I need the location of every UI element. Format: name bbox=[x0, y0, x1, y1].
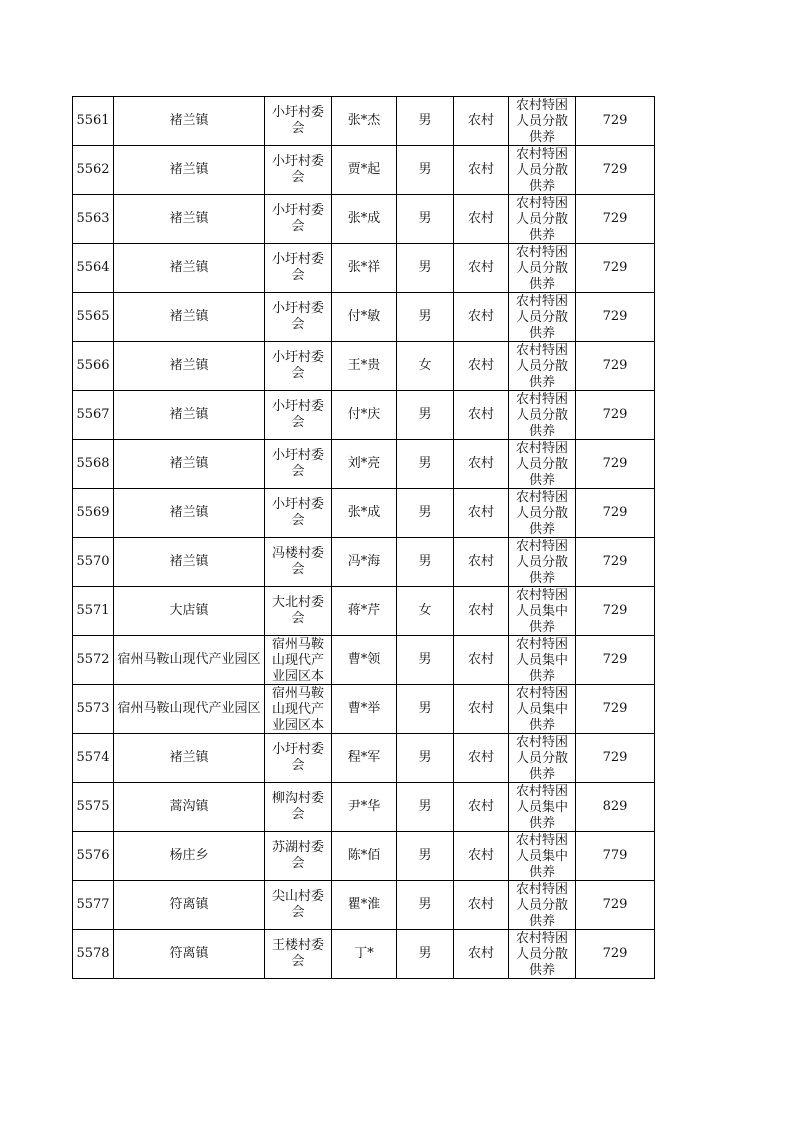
table-row bbox=[73, 930, 655, 979]
cell-amount: 729 bbox=[576, 440, 655, 489]
cell-support-category bbox=[509, 244, 576, 293]
cell-town bbox=[114, 146, 265, 195]
cell-village-committee-text: 苏湖村委会 bbox=[271, 840, 324, 871]
cell-amount: 729 bbox=[576, 342, 655, 391]
table-row bbox=[73, 685, 655, 734]
cell-town bbox=[114, 930, 265, 979]
cell-area-type: 农村 bbox=[454, 538, 509, 587]
cell-person-name: 王*贵 bbox=[332, 342, 397, 391]
cell-person-name: 尹*华 bbox=[332, 783, 397, 832]
cell-town bbox=[114, 783, 265, 832]
cell-support-category bbox=[509, 195, 576, 244]
cell-town-text: 褚兰镇 bbox=[169, 554, 209, 569]
cell-support-category-text: 农村特困人员集中供养 bbox=[515, 587, 568, 635]
cell-amount: 729 bbox=[576, 391, 655, 440]
cell-serial-number: 5577 bbox=[73, 881, 114, 930]
cell-support-category-text: 农村特困人员分散供养 bbox=[515, 293, 568, 341]
cell-area-type: 农村 bbox=[454, 293, 509, 342]
cell-person-name: 贾*起 bbox=[332, 146, 397, 195]
cell-support-category bbox=[509, 685, 576, 734]
cell-village-committee-text: 小圩村委会 bbox=[271, 497, 324, 528]
cell-serial-number: 5567 bbox=[73, 391, 114, 440]
cell-village-committee-text: 小圩村委会 bbox=[271, 742, 324, 773]
cell-person-name: 张*祥 bbox=[332, 244, 397, 293]
cell-person-name: 曹*举 bbox=[332, 685, 397, 734]
cell-town bbox=[114, 195, 265, 244]
table-row bbox=[73, 587, 655, 636]
cell-area-type: 农村 bbox=[454, 146, 509, 195]
cell-support-category-text: 农村特困人员分散供养 bbox=[515, 97, 568, 145]
cell-support-category-text: 农村特困人员分散供养 bbox=[515, 489, 568, 537]
cell-amount: 729 bbox=[576, 489, 655, 538]
cell-village-committee bbox=[265, 342, 332, 391]
cell-village-committee-text: 冯楼村委会 bbox=[271, 546, 324, 577]
cell-amount: 729 bbox=[576, 538, 655, 587]
cell-person-name: 丁* bbox=[332, 930, 397, 979]
cell-support-category bbox=[509, 391, 576, 440]
cell-person-name: 张*成 bbox=[332, 195, 397, 244]
cell-gender: 男 bbox=[397, 685, 454, 734]
cell-village-committee-text: 小圩村委会 bbox=[271, 105, 324, 136]
cell-area-type: 农村 bbox=[454, 244, 509, 293]
table-row bbox=[73, 538, 655, 587]
cell-support-category bbox=[509, 881, 576, 930]
cell-area-type: 农村 bbox=[454, 587, 509, 636]
cell-gender: 男 bbox=[397, 195, 454, 244]
cell-support-category-text: 农村特困人员分散供养 bbox=[515, 440, 568, 488]
cell-village-committee bbox=[265, 685, 332, 734]
cell-support-category bbox=[509, 930, 576, 979]
cell-serial-number: 5564 bbox=[73, 244, 114, 293]
table-row bbox=[73, 146, 655, 195]
cell-town bbox=[114, 832, 265, 881]
cell-village-committee bbox=[265, 881, 332, 930]
cell-town-text: 褚兰镇 bbox=[169, 113, 209, 128]
cell-support-category bbox=[509, 538, 576, 587]
cell-village-committee bbox=[265, 734, 332, 783]
cell-person-name: 冯*海 bbox=[332, 538, 397, 587]
cell-village-committee bbox=[265, 97, 332, 146]
cell-support-category-text: 农村特困人员分散供养 bbox=[515, 881, 568, 929]
table-row bbox=[73, 97, 655, 146]
table-row bbox=[73, 293, 655, 342]
cell-serial-number: 5576 bbox=[73, 832, 114, 881]
cell-village-committee bbox=[265, 146, 332, 195]
cell-amount: 729 bbox=[576, 97, 655, 146]
table-row bbox=[73, 244, 655, 293]
table-row bbox=[73, 881, 655, 930]
cell-amount: 729 bbox=[576, 930, 655, 979]
data-table bbox=[72, 96, 655, 979]
table-row bbox=[73, 391, 655, 440]
cell-serial-number: 5562 bbox=[73, 146, 114, 195]
cell-person-name: 付*庆 bbox=[332, 391, 397, 440]
cell-village-committee bbox=[265, 489, 332, 538]
cell-town-text: 褚兰镇 bbox=[169, 750, 209, 765]
cell-town-text: 褚兰镇 bbox=[169, 505, 209, 520]
cell-support-category bbox=[509, 293, 576, 342]
cell-gender: 女 bbox=[397, 587, 454, 636]
cell-serial-number: 5561 bbox=[73, 97, 114, 146]
cell-person-name: 付*敏 bbox=[332, 293, 397, 342]
cell-town bbox=[114, 293, 265, 342]
cell-serial-number: 5578 bbox=[73, 930, 114, 979]
cell-village-committee-text: 小圩村委会 bbox=[271, 399, 324, 430]
cell-town-text: 杨庄乡 bbox=[169, 848, 209, 863]
cell-town-text: 大店镇 bbox=[169, 603, 209, 618]
cell-gender: 男 bbox=[397, 734, 454, 783]
cell-serial-number: 5570 bbox=[73, 538, 114, 587]
cell-support-category bbox=[509, 636, 576, 685]
cell-area-type: 农村 bbox=[454, 636, 509, 685]
cell-town-text: 褚兰镇 bbox=[169, 309, 209, 324]
cell-amount: 729 bbox=[576, 881, 655, 930]
cell-village-committee bbox=[265, 636, 332, 685]
cell-gender: 男 bbox=[397, 783, 454, 832]
cell-village-committee bbox=[265, 587, 332, 636]
cell-area-type: 农村 bbox=[454, 391, 509, 440]
cell-town-text: 符离镇 bbox=[169, 897, 209, 912]
cell-support-category-text: 农村特困人员分散供养 bbox=[515, 734, 568, 782]
cell-gender: 男 bbox=[397, 293, 454, 342]
cell-village-committee-text: 大北村委会 bbox=[271, 595, 324, 626]
cell-town bbox=[114, 881, 265, 930]
cell-gender: 男 bbox=[397, 440, 454, 489]
cell-village-committee-text: 小圩村委会 bbox=[271, 301, 324, 332]
cell-support-category-text: 农村特困人员分散供养 bbox=[515, 538, 568, 586]
cell-town-text: 宿州马鞍山现代产业园区 bbox=[117, 652, 261, 667]
cell-support-category bbox=[509, 342, 576, 391]
cell-gender: 男 bbox=[397, 538, 454, 587]
cell-village-committee-text: 小圩村委会 bbox=[271, 252, 324, 283]
cell-area-type: 农村 bbox=[454, 489, 509, 538]
cell-support-category-text: 农村特困人员分散供养 bbox=[515, 930, 568, 978]
cell-serial-number: 5563 bbox=[73, 195, 114, 244]
cell-town bbox=[114, 440, 265, 489]
cell-village-committee bbox=[265, 244, 332, 293]
cell-serial-number: 5571 bbox=[73, 587, 114, 636]
table-row bbox=[73, 734, 655, 783]
cell-amount: 729 bbox=[576, 293, 655, 342]
cell-area-type: 农村 bbox=[454, 832, 509, 881]
cell-support-category-text: 农村特困人员集中供养 bbox=[515, 783, 568, 831]
cell-town bbox=[114, 734, 265, 783]
cell-area-type: 农村 bbox=[454, 930, 509, 979]
cell-support-category-text: 农村特困人员集中供养 bbox=[515, 685, 568, 733]
cell-support-category bbox=[509, 146, 576, 195]
cell-person-name: 陈*佰 bbox=[332, 832, 397, 881]
cell-village-committee bbox=[265, 832, 332, 881]
cell-town-text: 褚兰镇 bbox=[169, 211, 209, 226]
cell-person-name: 曹*领 bbox=[332, 636, 397, 685]
cell-person-name: 张*成 bbox=[332, 489, 397, 538]
cell-support-category-text: 农村特困人员分散供养 bbox=[515, 244, 568, 292]
cell-support-category-text: 农村特困人员分散供养 bbox=[515, 195, 568, 243]
cell-support-category-text: 农村特困人员分散供养 bbox=[515, 342, 568, 390]
cell-village-committee bbox=[265, 293, 332, 342]
cell-serial-number: 5566 bbox=[73, 342, 114, 391]
cell-area-type: 农村 bbox=[454, 685, 509, 734]
cell-town bbox=[114, 342, 265, 391]
cell-person-name: 瞿*淮 bbox=[332, 881, 397, 930]
cell-support-category-text: 农村特困人员分散供养 bbox=[515, 146, 568, 194]
cell-person-name: 蒋*芹 bbox=[332, 587, 397, 636]
cell-village-committee bbox=[265, 930, 332, 979]
cell-gender: 男 bbox=[397, 146, 454, 195]
cell-town bbox=[114, 636, 265, 685]
cell-serial-number: 5568 bbox=[73, 440, 114, 489]
table-row bbox=[73, 783, 655, 832]
cell-town bbox=[114, 489, 265, 538]
table-row bbox=[73, 440, 655, 489]
cell-person-name: 程*军 bbox=[332, 734, 397, 783]
cell-gender: 男 bbox=[397, 97, 454, 146]
table-row bbox=[73, 636, 655, 685]
cell-town-text: 褚兰镇 bbox=[169, 358, 209, 373]
cell-town bbox=[114, 391, 265, 440]
cell-gender: 男 bbox=[397, 832, 454, 881]
cell-village-committee bbox=[265, 440, 332, 489]
cell-gender: 男 bbox=[397, 930, 454, 979]
cell-village-committee-text: 小圩村委会 bbox=[271, 350, 324, 381]
cell-town bbox=[114, 685, 265, 734]
cell-support-category-text: 农村特困人员集中供养 bbox=[515, 636, 568, 684]
cell-gender: 男 bbox=[397, 881, 454, 930]
cell-town bbox=[114, 244, 265, 293]
cell-village-committee bbox=[265, 195, 332, 244]
cell-area-type: 农村 bbox=[454, 783, 509, 832]
cell-serial-number: 5573 bbox=[73, 685, 114, 734]
cell-village-committee-text: 小圩村委会 bbox=[271, 154, 324, 185]
cell-village-committee bbox=[265, 538, 332, 587]
cell-amount: 729 bbox=[576, 685, 655, 734]
cell-area-type: 农村 bbox=[454, 881, 509, 930]
cell-village-committee-text: 宿州马鞍山现代产业园区本 bbox=[271, 636, 324, 684]
cell-gender: 男 bbox=[397, 489, 454, 538]
cell-village-committee-text: 小圩村委会 bbox=[271, 448, 324, 479]
cell-person-name: 刘*亮 bbox=[332, 440, 397, 489]
cell-village-committee bbox=[265, 391, 332, 440]
cell-amount: 729 bbox=[576, 244, 655, 293]
cell-town bbox=[114, 97, 265, 146]
cell-person-name: 张*杰 bbox=[332, 97, 397, 146]
cell-town-text: 褚兰镇 bbox=[169, 260, 209, 275]
cell-serial-number: 5574 bbox=[73, 734, 114, 783]
cell-serial-number: 5569 bbox=[73, 489, 114, 538]
cell-amount: 779 bbox=[576, 832, 655, 881]
table-body bbox=[73, 97, 655, 979]
table-row bbox=[73, 832, 655, 881]
cell-town-text: 蒿沟镇 bbox=[169, 799, 209, 814]
cell-serial-number: 5572 bbox=[73, 636, 114, 685]
cell-area-type: 农村 bbox=[454, 342, 509, 391]
cell-town-text: 宿州马鞍山现代产业园区 bbox=[117, 701, 261, 716]
cell-support-category-text: 农村特困人员集中供养 bbox=[515, 832, 568, 880]
cell-support-category-text: 农村特困人员分散供养 bbox=[515, 391, 568, 439]
cell-amount: 729 bbox=[576, 734, 655, 783]
cell-village-committee-text: 尖山村委会 bbox=[271, 889, 324, 920]
cell-serial-number: 5575 bbox=[73, 783, 114, 832]
cell-amount: 729 bbox=[576, 146, 655, 195]
cell-amount: 729 bbox=[576, 195, 655, 244]
cell-village-committee-text: 王楼村委会 bbox=[271, 938, 324, 969]
cell-gender: 女 bbox=[397, 342, 454, 391]
cell-area-type: 农村 bbox=[454, 440, 509, 489]
cell-town-text: 符离镇 bbox=[169, 946, 209, 961]
cell-town-text: 褚兰镇 bbox=[169, 407, 209, 422]
cell-village-committee-text: 柳沟村委会 bbox=[271, 791, 324, 822]
cell-support-category bbox=[509, 783, 576, 832]
cell-support-category bbox=[509, 832, 576, 881]
cell-village-committee bbox=[265, 783, 332, 832]
table-row bbox=[73, 195, 655, 244]
cell-gender: 男 bbox=[397, 244, 454, 293]
cell-support-category bbox=[509, 440, 576, 489]
cell-town bbox=[114, 587, 265, 636]
cell-town-text: 褚兰镇 bbox=[169, 162, 209, 177]
cell-amount: 729 bbox=[576, 636, 655, 685]
cell-amount: 729 bbox=[576, 587, 655, 636]
cell-gender: 男 bbox=[397, 391, 454, 440]
cell-area-type: 农村 bbox=[454, 97, 509, 146]
cell-gender: 男 bbox=[397, 636, 454, 685]
cell-amount: 829 bbox=[576, 783, 655, 832]
cell-support-category bbox=[509, 587, 576, 636]
table-row bbox=[73, 342, 655, 391]
cell-town-text: 褚兰镇 bbox=[169, 456, 209, 471]
cell-town bbox=[114, 538, 265, 587]
table-row bbox=[73, 489, 655, 538]
cell-support-category bbox=[509, 734, 576, 783]
cell-support-category bbox=[509, 97, 576, 146]
cell-area-type: 农村 bbox=[454, 195, 509, 244]
cell-support-category bbox=[509, 489, 576, 538]
cell-area-type: 农村 bbox=[454, 734, 509, 783]
cell-village-committee-text: 宿州马鞍山现代产业园区本 bbox=[271, 685, 324, 733]
cell-serial-number: 5565 bbox=[73, 293, 114, 342]
cell-village-committee-text: 小圩村委会 bbox=[271, 203, 324, 234]
